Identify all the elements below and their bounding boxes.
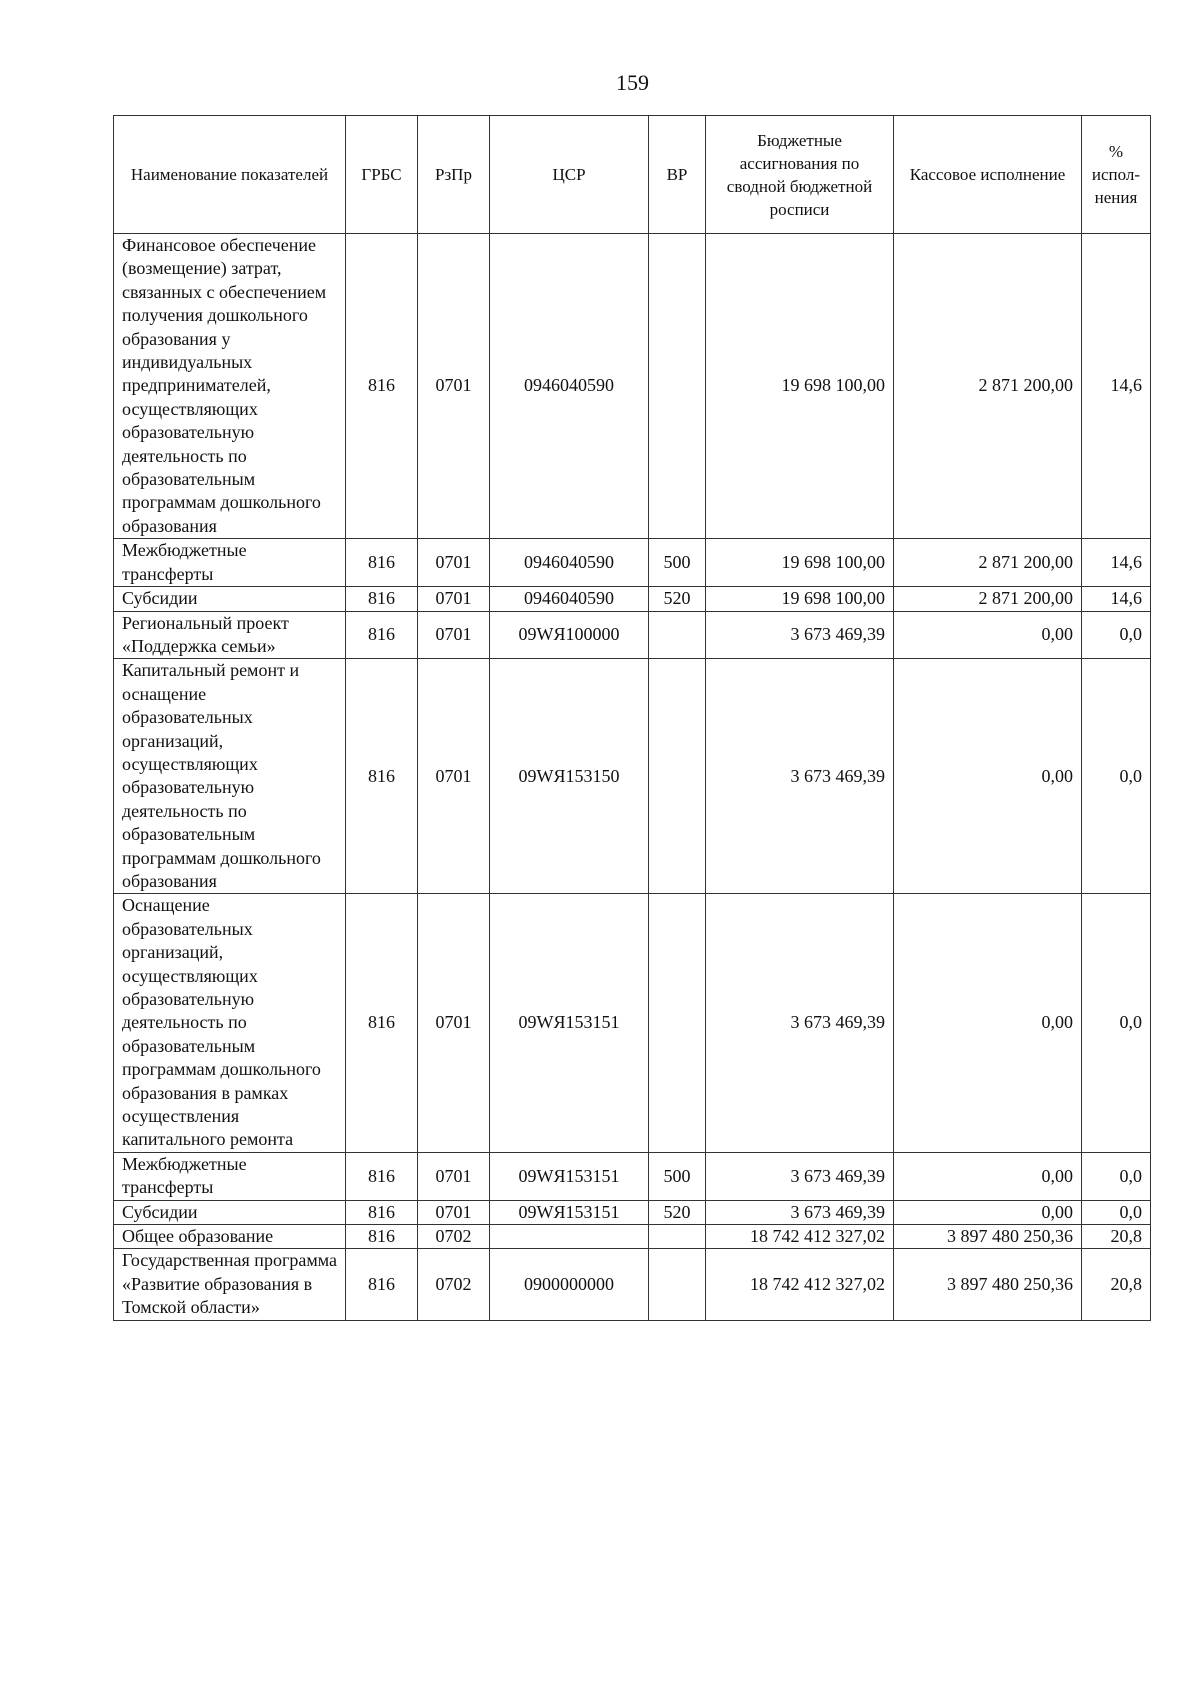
- rzpr-cell: 0702: [418, 1249, 490, 1320]
- vr-cell: 520: [649, 587, 706, 611]
- cash-execution-cell: 3 897 480 250,36: [894, 1249, 1082, 1320]
- table-row: [114, 1200, 1151, 1224]
- row-name-cell: Межбюджетные трансферты: [114, 1152, 346, 1200]
- vr-cell: [649, 234, 706, 539]
- execution-percent-cell: 14,6: [1082, 234, 1151, 539]
- rzpr-cell: 0701: [418, 539, 490, 587]
- execution-percent-cell: 14,6: [1082, 539, 1151, 587]
- cash-execution-cell: 2 871 200,00: [894, 539, 1082, 587]
- assignment-cell: 18 742 412 327,02: [706, 1225, 894, 1249]
- cash-execution-cell: 3 897 480 250,36: [894, 1225, 1082, 1249]
- cash-execution-cell: 2 871 200,00: [894, 587, 1082, 611]
- cash-execution-cell: 2 871 200,00: [894, 234, 1082, 539]
- assignment-cell: 19 698 100,00: [706, 234, 894, 539]
- csr-cell: 09WЯ153150: [490, 659, 649, 894]
- execution-percent-cell: 0,0: [1082, 894, 1151, 1152]
- csr-cell: 09WЯ153151: [490, 1152, 649, 1200]
- cash-execution-cell: 0,00: [894, 1152, 1082, 1200]
- header-grbs: ГРБС: [346, 116, 418, 234]
- csr-cell: 09WЯ153151: [490, 894, 649, 1152]
- table-row: [114, 659, 1151, 894]
- row-name-cell: Межбюджетные трансферты: [114, 539, 346, 587]
- grbs-cell: 816: [346, 659, 418, 894]
- assignment-cell: 3 673 469,39: [706, 894, 894, 1152]
- vr-cell: 500: [649, 1152, 706, 1200]
- header-vr: ВР: [649, 116, 706, 234]
- rzpr-cell: 0701: [418, 611, 490, 659]
- vr-cell: [649, 611, 706, 659]
- execution-percent-cell: 0,0: [1082, 611, 1151, 659]
- row-name-cell: Государственная программа «Развитие образования в Томской области»: [114, 1249, 346, 1320]
- header-pct: % испол-нения: [1082, 116, 1151, 234]
- table-row: [114, 1152, 1151, 1200]
- assignment-cell: 3 673 469,39: [706, 1152, 894, 1200]
- assignment-cell: 19 698 100,00: [706, 539, 894, 587]
- csr-cell: 09WЯ153151: [490, 1200, 649, 1224]
- grbs-cell: 816: [346, 587, 418, 611]
- row-name-cell: Финансовое обеспечение (возмещение) затрат, связанных с обеспечением получения дошкольного образования у индивидуальных предпринимателей, осуществляющих образовательную деятельность по образовательным программам дошкольного образования: [114, 234, 346, 539]
- assignment-cell: 19 698 100,00: [706, 587, 894, 611]
- csr-cell: 0900000000: [490, 1249, 649, 1320]
- rzpr-cell: 0701: [418, 1200, 490, 1224]
- grbs-cell: 816: [346, 234, 418, 539]
- rzpr-cell: 0702: [418, 1225, 490, 1249]
- cash-execution-cell: 0,00: [894, 894, 1082, 1152]
- rzpr-cell: 0701: [418, 659, 490, 894]
- vr-cell: 500: [649, 539, 706, 587]
- csr-cell: 0946040590: [490, 587, 649, 611]
- execution-percent-cell: 0,0: [1082, 659, 1151, 894]
- row-name-cell: Субсидии: [114, 1200, 346, 1224]
- table-row: [114, 587, 1151, 611]
- header-rzpr: РзПр: [418, 116, 490, 234]
- cash-execution-cell: 0,00: [894, 611, 1082, 659]
- header-csr: ЦСР: [490, 116, 649, 234]
- vr-cell: 520: [649, 1200, 706, 1224]
- header-cash: Кассовое исполнение: [894, 116, 1082, 234]
- table-row: [114, 234, 1151, 539]
- assignment-cell: 3 673 469,39: [706, 659, 894, 894]
- row-name-cell: Субсидии: [114, 587, 346, 611]
- rzpr-cell: 0701: [418, 234, 490, 539]
- grbs-cell: 816: [346, 611, 418, 659]
- table-row: [114, 539, 1151, 587]
- grbs-cell: 816: [346, 1200, 418, 1224]
- execution-percent-cell: 0,0: [1082, 1200, 1151, 1224]
- execution-percent-cell: 20,8: [1082, 1249, 1151, 1320]
- assignment-cell: 18 742 412 327,02: [706, 1249, 894, 1320]
- vr-cell: [649, 1225, 706, 1249]
- vr-cell: [649, 1249, 706, 1320]
- rzpr-cell: 0701: [418, 894, 490, 1152]
- budget-table: [113, 115, 1151, 1321]
- rzpr-cell: 0701: [418, 587, 490, 611]
- vr-cell: [649, 659, 706, 894]
- csr-cell: 0946040590: [490, 539, 649, 587]
- row-name-cell: Региональный проект «Поддержка семьи»: [114, 611, 346, 659]
- execution-percent-cell: 14,6: [1082, 587, 1151, 611]
- grbs-cell: 816: [346, 1152, 418, 1200]
- vr-cell: [649, 894, 706, 1152]
- execution-percent-cell: 0,0: [1082, 1152, 1151, 1200]
- page-number: 159: [616, 70, 649, 95]
- csr-cell: 09WЯ100000: [490, 611, 649, 659]
- grbs-cell: 816: [346, 894, 418, 1152]
- row-name-cell: Общее образование: [114, 1225, 346, 1249]
- grbs-cell: 816: [346, 539, 418, 587]
- row-name-cell: Капитальный ремонт и оснащение образовательных организаций, осуществляющих образовательную деятельность по образовательным программам дошкольного образования: [114, 659, 346, 894]
- cash-execution-cell: 0,00: [894, 659, 1082, 894]
- assignment-cell: 3 673 469,39: [706, 611, 894, 659]
- row-name-cell: Оснащение образовательных организаций, осуществляющих образовательную деятельность по образовательным программам дошкольного образования в рамках осуществления капитального ремонта: [114, 894, 346, 1152]
- assignment-cell: 3 673 469,39: [706, 1200, 894, 1224]
- header-assign: Бюджетные ассигнования по сводной бюджетной росписи: [706, 116, 894, 234]
- table-header-row: [114, 116, 1151, 234]
- header-name: Наименование показателей: [114, 116, 346, 234]
- grbs-cell: 816: [346, 1249, 418, 1320]
- csr-cell: [490, 1225, 649, 1249]
- table-row: [114, 1225, 1151, 1249]
- table-row: [114, 611, 1151, 659]
- table-row: [114, 894, 1151, 1152]
- cash-execution-cell: 0,00: [894, 1200, 1082, 1224]
- table-row: [114, 1249, 1151, 1320]
- rzpr-cell: 0701: [418, 1152, 490, 1200]
- csr-cell: 0946040590: [490, 234, 649, 539]
- execution-percent-cell: 20,8: [1082, 1225, 1151, 1249]
- grbs-cell: 816: [346, 1225, 418, 1249]
